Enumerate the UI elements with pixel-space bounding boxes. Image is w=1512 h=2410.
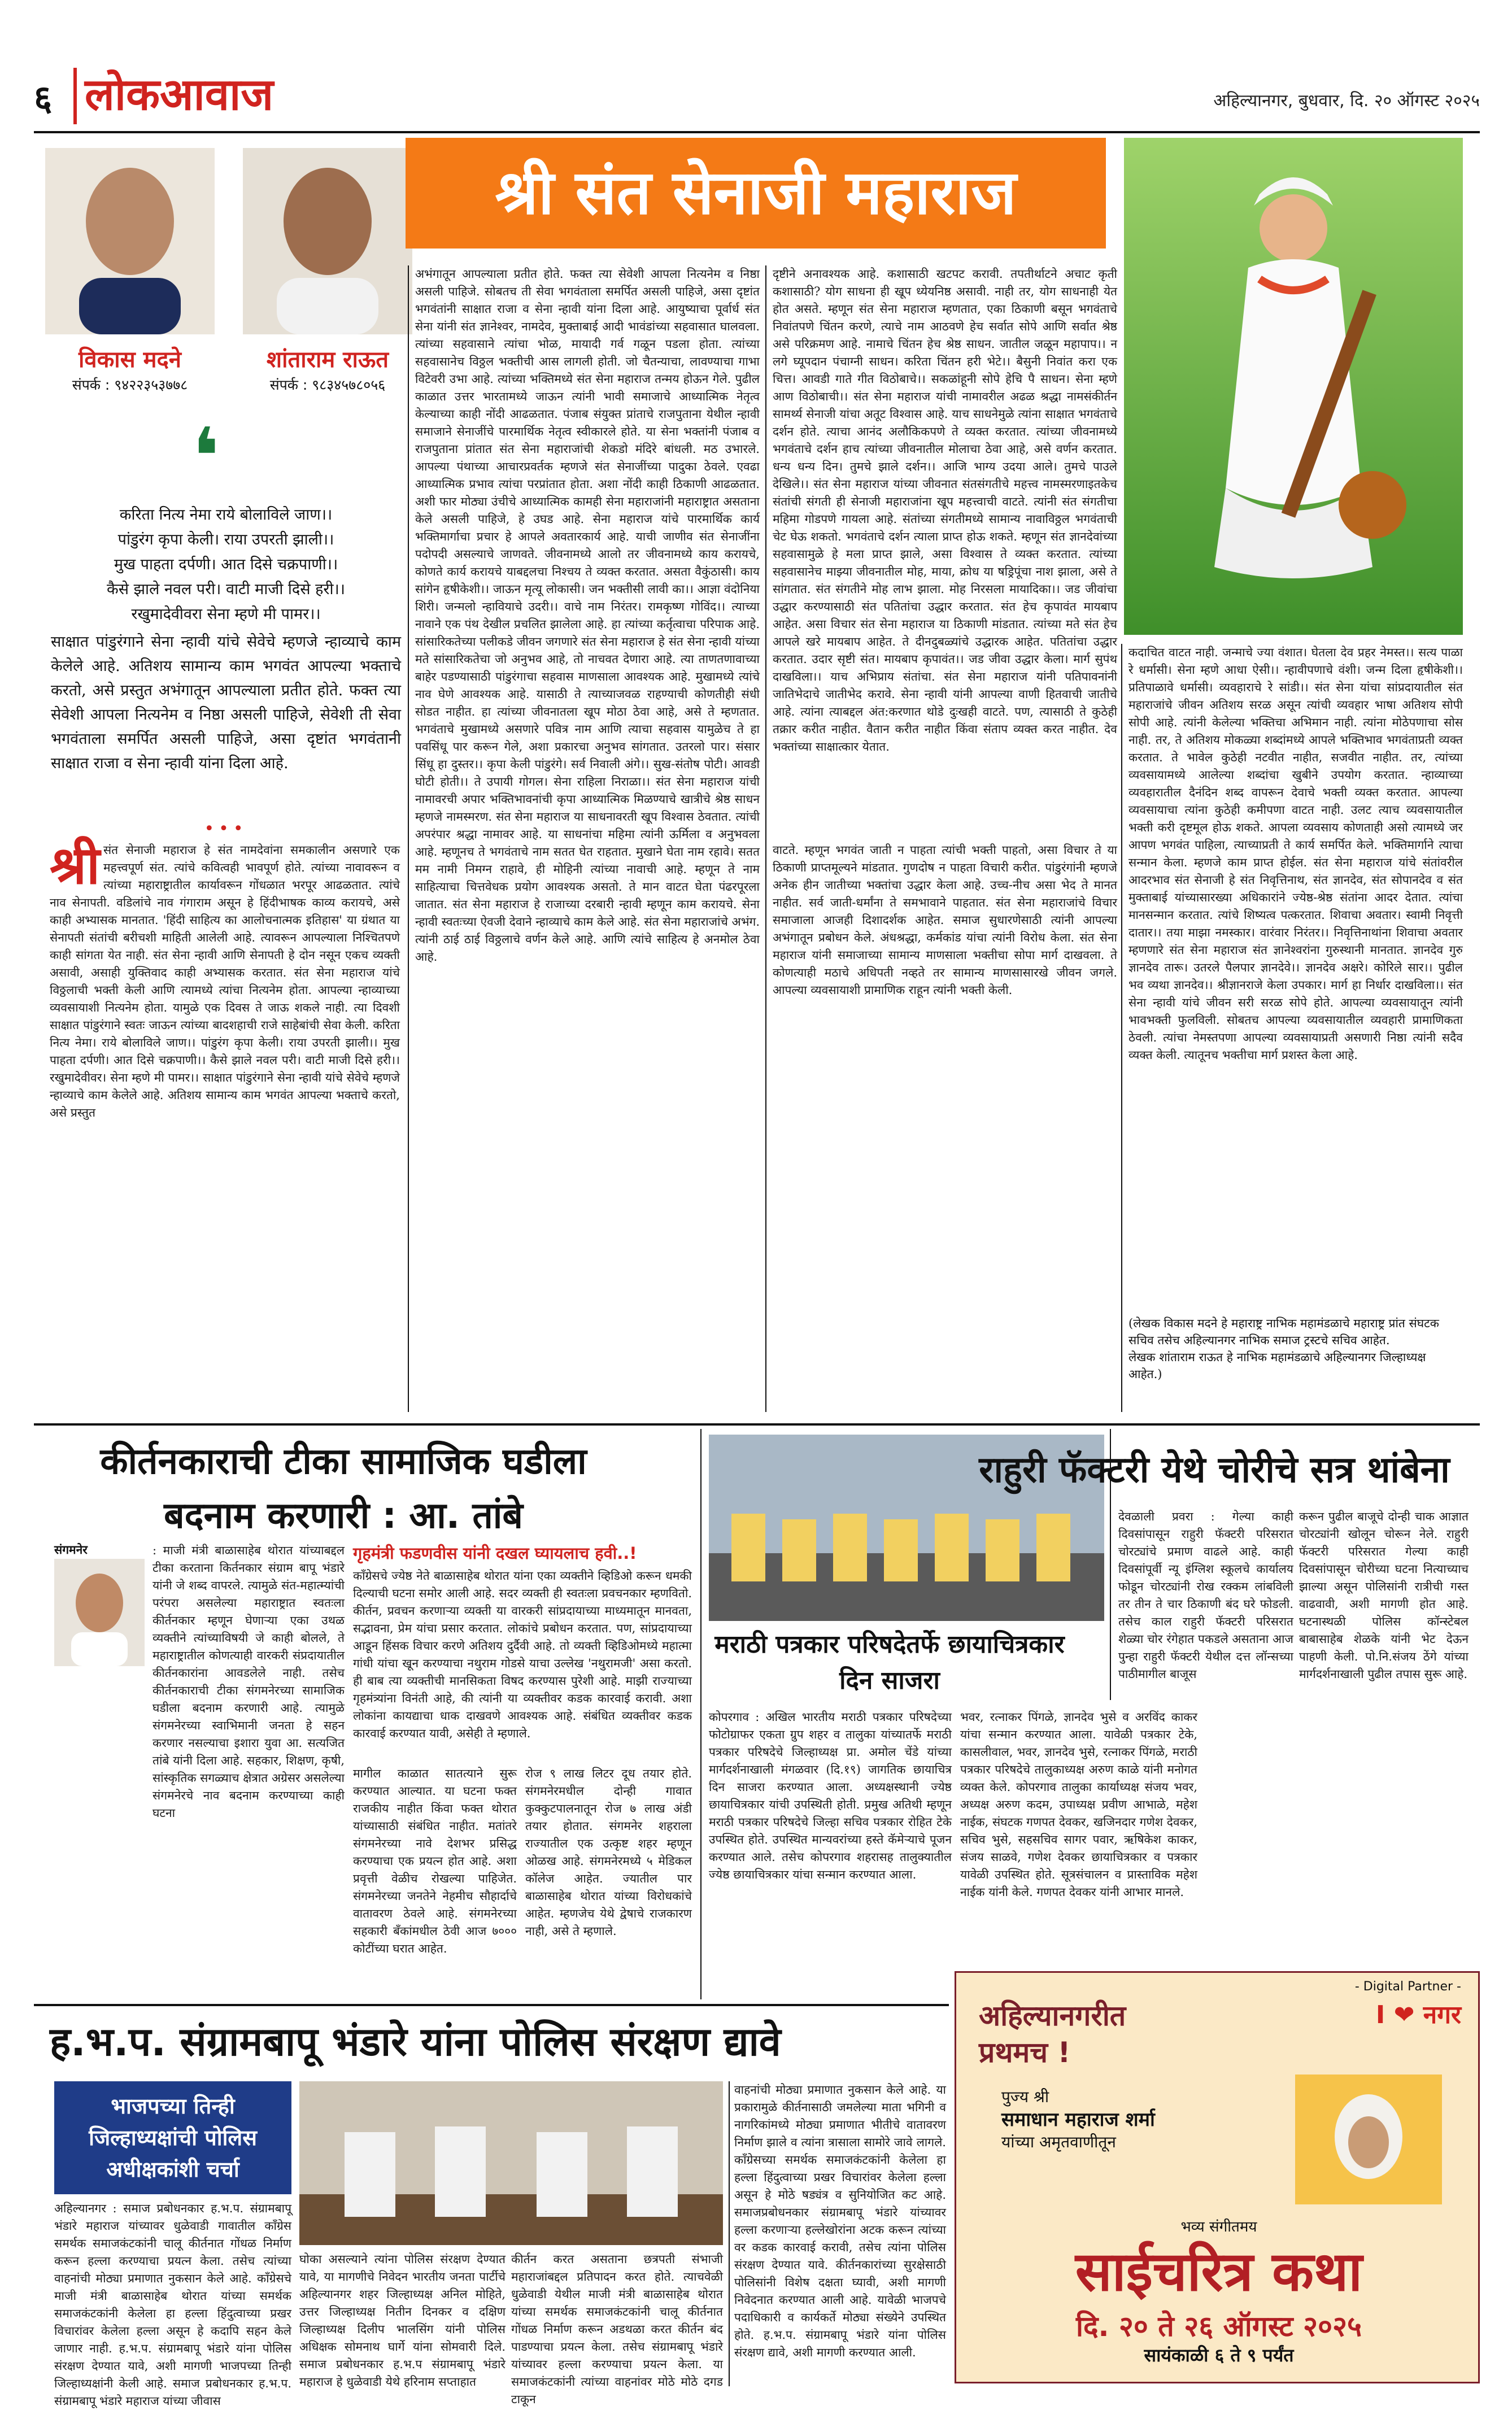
ad-tagline-2: प्रथमच ! — [979, 2036, 1071, 2069]
bhandare-col3: कीर्तन करत असताना छत्रपती संभाजी महाराजांबद्दल प्रतिपादन करत होते. त्याचवेळी धुळेवाडी येथील माजी मंत्री बाळासाहेब थोरात यांच्या समर्थक समाजकंटकांनी चालू कीर्तनात गोंधळ निर्माण करून अडथळा करत कीर्तन बंद पाडण्याचा प्रयत्न केला. तसेच संग्रामबापू भंडारे यांच्यावर हल्ला करण्याचा प्रयत्न केला. या समाजकंटकांनी त्यांच्या वाहनांवर मोठे मोठे दगड टाकून — [511, 2252, 723, 2406]
bhandare-col1: अहिल्यानगर : समाज प्रबोधनकार ह.भ.प. संग्रामबापू भंडारे महाराज यांच्यावर धुळेवाडी गावातील काँग्रेस समर्थक समाजकंटकांनी चालू कीर्तनात गोंधळ निर्माण करून हल्ला करण्याचा प्रयत्न केला. तसेच त्यांच्या वाहनांची मोठ्या प्रमाणात नुकसान केले आहे. काँग्रेसचे माजी मंत्री बाळासाहेब थोरात यांच्या समर्थक समाजकंटकांनी केलेला हा हल्ला हिंदुत्वाच्या प्रखर विचारांवर केलेला हल्ला असून हे कदापि सहन केले जाणार नाही. ह.भ.प. संग्रामबापू भंडारे यांना पोलिस संरक्षण देण्यात यावे, अशी मागणी भाजपच्या तिन्ही जिल्हाध्यक्षांनी केली आहे. समाज प्रबोधनकार ह.भ.प. संग्रामबापू भंडारे महाराज यांच्या जीवास — [54, 2202, 291, 2408]
bhandare-col2: घोका असल्याने त्यांना पोलिस संरक्षण देण्यात यावे, या मागणीचे निवेदन भारतीय जनता पार्टीचे अहिल्यानगर शहर जिल्हाध्यक्ष अनिल मोहिते, उत्तर जिल्हाध्यक्ष नितीन दिनकर व दक्षिण जिल्हाध्यक्ष दिलीप भालसिंग यांनी पोलिस अधिक्षक सोमनाथ घार्गे यांना सोमवारी दिले. समाज प्रबोधनकार ह.भ.प संग्रामबापू भंडारे महाराज हे धुळेवाडी येथे हरिनाम सप्ताहात — [299, 2252, 506, 2389]
ad-speaker — [1001, 2086, 1155, 2154]
masthead — [34, 68, 1480, 130]
sidebar-article — [1128, 644, 1463, 1412]
ad-dates: दि. २० ते २६ ऑगस्ट २०२५ — [1076, 2310, 1362, 2343]
column-rule — [1121, 644, 1122, 1412]
author-name-shantaram: शांताराम राऊत — [266, 347, 389, 373]
column-rule — [729, 2081, 730, 2386]
page-number: ६ — [34, 77, 53, 119]
journalist-headline: मराठी पत्रकार परिषदेतर्फे छायाचित्रकार दिन साजरा — [714, 1630, 1065, 1695]
bhandare-sidebar-title: भाजपच्या तिन्ही जिल्हाध्यक्षांची पोलिस अधीक्षकांशी चर्चा — [89, 2094, 257, 2182]
article-main-col4: वाटते. म्हणून भगवंत जाती न पाहता त्यांची भक्ती पाहतो, असा विचार ते या ठिकाणी प्राप्तमूल्यने मांडतात. गुणदोष न पाहता विचारी करीत. पांडुरंगांनी म्हणजे अनेक हीन जातीच्या भक्तांचा उद्धार केला आहे. उच्च-नीच असा भेद ते मानत नाहीत. सर्व जाती-धर्मांना ते समभावाने पाहतात. संत सेना महाराजांचे विचार समाजाला आजही दिशादर्शक आहेत. समाज सुधारणेसाठी त्यांनी आपल्या अभंगातून प्रबोधन केले. अंधश्रद्धा, कर्मकांड यांचा त्यांनी विरोध केला. संत सेना महाराज यांनी समाजाच्या सामान्य माणसाला भक्तीचा सोपा मार्ग दाखवला. ते कोणत्याही मठाचे अधिपती नव्हते तर सामान्य माणसासारखे जीवन जगले. आपल्या व्यवसायाशी प्रामाणिक राहून त्यांनी भक्ती केली. — [773, 843, 1117, 997]
main-headline-banner — [406, 138, 1106, 249]
ad-event-intro: भव्य संगीतमय — [1180, 2219, 1257, 2235]
poem-explanation: साक्षात पांडुरंगाने सेना न्हावी यांचे सेवेचे म्हणजे न्हाव्याचे काम केलेले आहे. अतिशय सामान्य काम भगवंत आपल्या भक्ताचे करतो, असे प्रस्तुत अभंगातून आपल्याला प्रतीत होते. फक्त त्या सेवेशी आपला नित्यनेम व निष्ठा असली पाहिजे, सेवेशी ती सेवा भगवंताला समर्पित असली पाहिजे, असा दृष्टांत भगवंतानी साक्षात राजा व सेना न्हावी यांना दिला आहे. — [51, 633, 401, 772]
ad-speaker-line-2: समाधान महाराज शर्मा — [1001, 2108, 1155, 2131]
poem-block — [51, 503, 401, 627]
kirtan-col1: : माजी मंत्री बाळासाहेब थोरात यांच्याबद्दल टीका करताना किर्तनकार संग्राम बापू भंडारे यांनी जे शब्द वापरले. त्यामुळे संत-महात्म्यांची परंपरा असलेल्या महाराष्ट्रात स्वतःला कीर्तनकार म्हणून घेणाऱ्या एका उथळ व्यक्तीने त्यांच्याविषयी जे काही बोलले, ते महाराष्ट्रातील कोणत्याही वारकरी संप्रदायातील कीर्तनकारांना आवडलेले नाही. तसेच कीर्तनकाराची टीका संगमनेरच्या सामाजिक घडीला बदनाम करणारी आहे. त्यामुळे संगमनेरच्या स्वाभिमानी जनता हे सहन करणार नसल्याचा इशारा युवा आ. सत्यजित तांबे यांनी दिला आहे. सहकार, शिक्षण, कृषी, सांस्कृतिक सगळ्याच क्षेत्रात अग्रेसर असलेल्या संगमनेरचे नाव बदनाम करण्याच्या काही घटना — [152, 1544, 345, 1820]
bhandare-col4: वाहनांची मोठ्या प्रमाणात नुकसान केले आहे. या प्रकारामुळे कीर्तनासाठी जमलेल्या माता भगिनी व नागरिकांमध्ये मोठ्या प्रमाणात भीतीचे वातावरण निर्माण झाले व त्यांना त्रासाला सामोरे जावे लागले. काँग्रेसच्या समर्थक समाजकंटकांनी केलेला हा हल्ला हिंदुत्वाच्या प्रखर विचारांवर केलेला हल्ला असून हे मोठे षड्यंत्र व सुनियोजित कट आहे. समाजप्रबोधनकार संग्रामबापू भंडारे यांच्यावर हल्ला करणाऱ्या हल्लेखोरांना अटक करून त्यांच्या वर कडक कारवाई करावी, तसेच त्यांना पोलिस संरक्षण देण्यात यावे. कीर्तनकारांच्या सुरक्षेसाठी पोलिसांनी विशेष दक्षता घ्यावी, अशी मागणी निवेदनात करण्यात आली आहे. यावेळी भाजपचे पदाधिकारी व कार्यकर्ते मोठ्या संख्येने उपस्थित होते. ह.भ.प. संग्रामबापू भंडारे यांना पोलिस संरक्षण द्यावे, अशी मागणी करण्यात आली. — [734, 2083, 946, 2359]
author-name-vikas: विकास मदने — [78, 347, 181, 373]
section-rule — [34, 1423, 1480, 1426]
drop-cap: श्री — [50, 835, 100, 896]
ad-tagline-1: अहिल्यानगरीत — [979, 1999, 1126, 2032]
ad-speaker-line-1: पुज्य श्री — [1001, 2087, 1049, 2106]
masthead-rule — [34, 131, 1480, 133]
ad-digital-partner: - Digital Partner - — [1354, 1980, 1461, 1994]
poem-line: कैसे झाले नवल परी। वाटी माजी दिसे हरी।। — [107, 581, 345, 598]
kirtan-col2b: मागील काळात सातत्याने सुरू करण्यात आल्यात. या घटना फक्त राजकीय नाहीत किंवा फक्त थोरात यांच्यासाठी संबंधित नाहीत. मतांतरे संगमनेरच्या नावे देशभर प्रसिद्ध करण्याचा एक प्रयत्न होत आहे. अशा प्रवृत्ती वेळीच रोखल्या पाहिजेत. संगमनेरच्या जनतेने नेहमीच सौहार्दाचे वातावरण ठेवले आहे. संगमनेरच्या सहकारी बँकांमधील ठेवी आज ७००० कोटींच्या घरात आहेत. — [353, 1767, 517, 1955]
ad-time: सायंकाळी ६ ते ९ पर्यंत — [1144, 2344, 1294, 2366]
section-rule — [34, 2004, 949, 2006]
column-rule — [408, 265, 409, 1412]
kirtan-col3: रोज ९ लाख लिटर दूध तयार होते. संगमनेरमधील दोन्ही गावात कुक्कुटपालनातून रोज ७ लाख अंडी तयार होतात. संगमनेर शहराला राज्यातील एक उत्कृष्ट शहर म्हणून ओळख आहे. संगमनेरमध्ये ५ मेडिकल कॉलेज आहेत. ज्यातील पार बाळासाहेब थोरात यांच्या विरोधकांचे आहेत. म्हणजेच येथे द्वेषाचे राजकारण नाही, असे ते म्हणाले. — [525, 1767, 692, 1938]
journalist-col2: भवर, रत्नाकर पिंगळे, ज्ञानदेव भुसे व अरविंद काकर यांचा सन्मान करण्यात आला. यावेळी पत्रकार टेके, कासलीवाल, भवर, ज्ञानदेव भुसे, रत्नाकर पिंगळे, मराठी पत्रकार परिषदेचे तालुकाध्यक्ष अरुण काळे यांनी मनोगत व्यक्त केले. कोपरगाव तालुका कार्याध्यक्ष संजय भवर, अध्यक्ष अरुण कदम, उपाध्यक्ष प्रवीण आभाळे, महेश नाईक, संघटक गणपत देवकर, खजिनदार गणेश देवकर, सचिव भुसे, सहसचिव सागर पवार, ऋषिकेश काकर, संजय साळवे, गणेश देवकर छायाचित्रकार व पत्रकार यावेळी उपस्थित होते. सूत्रसंचालन व प्रास्ताविक महेश नाईक यांनी केले. गणपत देवकर यांनी आभार मानले. — [960, 1710, 1197, 1899]
main-headline: श्री संत सेनाजी महाराज — [495, 158, 1017, 228]
sai-baba-image — [1295, 2075, 1442, 2204]
ad-partner-logo: I ❤ नगर — [1375, 2001, 1461, 2029]
article-main-col2: अभंगातून आपल्याला प्रतीत होते. फक्त त्या सेवेशी आपला नित्यनेम व निष्ठा असली पाहिजे. सोबतच ती सेवा भगवंताला समर्पित असली पाहिजे, असा दृष्टांत भगवंतांनी साक्षात राजा व सेना न्हावी यांना दिला आहे. आयुष्याचा पूर्वार्ध संत सेना यांनी संत ज्ञानेश्वर, नामदेव, मुक्ताबाई आदी भावंडांच्या सहवासात घालवला. त्यांच्या सहवासाने त्यांचा भोळ, मायादी गर्व गळून पडला होता. त्यांच्या सहवासानेच विठ्ठल भक्तीची आस लागली होती. जो चैतन्याचा, लावण्याचा गाभा विटेवरी उभा आहे. त्यांच्या भक्तिमध्ये संत सेना महाराज तन्मय होऊन गेले. पुढील काळात उत्तर भारतामध्ये जाऊन त्यांनी भावी समाजाचे आध्यात्मिक नेतृत्व केल्याच्या काही नोंदी आढळतात. पंजाब संयुक्त प्रांताचे राजपुताना येथील न्हावी समाजाने सेनाजींचे पारमार्थिक नेतृत्व स्वीकारले होते. या सेना भक्तांनी पंजाब व राजपुताना प्रांतात संत सेना महाराजांची शेकडो मंदिरे बांधली. मठ उभारले. आपल्या पंथाच्या आचारप्रवर्तक म्हणजे संत सेनाजींच्या पादुका ठेवले. एवढा आध्यात्मिक प्रभाव त्यांचा परप्रांतात होता. अशा नोंदी काही ठिकाणी आढळतात. अशी फार मोठ्या उंचीचे आध्यात्मिक कामही सेना महाराजांनी महाराष्ट्रात असताना केले असली पाहिजे, हे उघड आहे. सेना महाराज यांचे पारमार्थिक कार्य भक्तिमार्गाचा प्रचार हे आपले अवतारकार्य आहे. याची जाणीव संत सेनाजींना पदोपदी असल्याचे जाणवते. जीवनामध्ये आलो तर जीवनामध्ये काय करायचे, कोणते कार्य करायचे याबद्दलचा निश्चय ते व्यक्त करतात. असता वैकुंठासी। काय सांगेन हृषीकेशी।। जाऊन मृत्यू लोकासी। जन भक्तीसी लावी का।। आज्ञा वंदोनिया शिरी। जन्मलो न्हावियाचे उदरी।। वाचे नाम निरंतर। रामकृष्ण गोविंद।। त्याच्या नावाने एक पंथ देखील प्रचलित झालेला आहे. हा त्यांच्या कर्तृत्वाचा परिपाक आहे. सांसारिकतेच्या पलीकडे जीवन जगणारे संत सेना महाराज हे संत सेना न्हावी यांच्या मते सांसारिकतेचा जो अनुभव आहे, तो नाचवत देणारा आहे. त्या ताणतणावाच्या बाहेर पडण्यासाठी पांडुरंगाचा सहवास माणसाला आवश्यक आहे. मुखामध्ये त्यांचे नाव घेणे आवश्यक आहे. यासाठी ते त्याच्याजवळ राहण्याची कोणतीही संधी सोडत नाहीत. हा त्यांच्या जीवनातला खूप मोठा ठेवा आहे, असे ते म्हणतात. भगवंताचे मुखामध्ये असणारे पवित्र नाम आणि त्याचा सहवास यामुळेच ते हा पवसिंधू पार करून गेले, अशा प्रकारचा अनुभव सांगतात. उतरलो पार। संसार सिंधू हा दुस्तर।। कृपा केली पांडुरंगे। सर्व निवाली अंगे।। सुख-संतोष पोटी। आवडी घोटी होती।। ते उपायी गोगल। सेना राहिला निराळा।। संत सेना महाराज यांची नामावरची अपार भक्तिभावनांची कृपा आध्यात्मिक मिळण्याचे खात्रीचे श्रेष्ठ साधन म्हणजे नामस्मरण. संत सेना महाराज या साधनावरती खूप विश्वास ठेवतात. त्यांची अपरंपार श्रद्धा नामावर आहे. या साधनांचा महिमा त्यांनी ऊर्मिला व अनुभवला आहे. म्हणूनच ते भगवंताचे नाम सतत घेत राहतात. मुखाने घेता नाम रहावे। सतत मम नामी निमग्न राहावे, ही मोहिनी त्यांच्या नावाची आहे. म्हणून ते नाम साहित्याचा चित्तवेधक प्रयोग आवश्यक असतो. ते मान वाटत घेता पंढरपूरला जातात. संत सेना महाराज हे राजाच्या दरबारी न्हावी म्हणून काम करायचे. सेना न्हावी स्वतःच्या ऐवजी देवाने न्हाव्याचे काम केले आहे. संत सेना महाराजांचे अभंग. त्यांनी ठाई ठाई विठ्ठलाचे वर्णन केले आहे. आणि त्यांचे साहित्य हे अनमोल ठेवा आहे. — [415, 267, 760, 964]
poem-line: मुख पाहता दर्पणी। आत दिसे चक्रपाणी।। — [114, 556, 338, 573]
column-rule — [700, 1429, 701, 1999]
article-main-col1 — [50, 835, 400, 1412]
sidebar-note-2: लेखक शांताराम राऊत हे नाभिक महामंडळाचे अहिल्यानगर जिल्हाध्यक्ष आहेत.) — [1128, 1350, 1426, 1381]
poem-line: पांडुरंग कृपा केली। राया उपरती झाली।। — [117, 531, 334, 548]
quote-mark-icon: ❛ — [192, 411, 220, 503]
rahuri-col3: करून पुढील बाजूचे दोन्ही चाक आज्ञात चोरट्यांनी खोलून चोरून नेले. राहुरी फॅक्टरी परिसरात गेल्या काही दिवसांपासून चोरीच्या घटना नित्याच्याच झाल्या असून पोलिसांनी रात्रीची गस्त वाढवावी, अशी मागणी होत आहे. घटनास्थळी पोलिस कॉन्स्टेबल बाबासाहेब शेळके यांनी भेट देऊन पाहणी केली. पो.नि.संजय ठेंगे यांच्या मार्गदर्शनाखाली पुढील तपास सुरू आहे. — [1299, 1510, 1469, 1681]
kirtan-mla-photo — [54, 1559, 145, 1666]
masthead-logo: लोकआवाज — [85, 69, 274, 120]
sidebar-article-text: कदाचित वाटत नाही. जन्माचे ज्या वंशात। घेतला देव प्रहर नेमस्त।। सत्य पाळा रे धर्मासी। सेना म्हणे आधा ऐसी।। न्हावीपणाचे वंशी। जन्म दिला हृषीकेशी।। प्रतिपाळावे धर्मासी। व्यवहाराचे रे सांडी।। संत सेना यांचा सांप्रदायातील संत महाराजांचे जीवन अतिशय सरळ असून त्यांची व्यवहार भाषा अतिशय सोपी सोपी आहे. त्यांनी केलेल्या भक्तिचा अभिमान नाही. त्यांना मोठेपणाचा सोस नाही. तर, ते अतिशय मोकळ्या शब्दांमध्ये आपले भक्तिभाव भगवंताप्रती व्यक्त करतात. ते भावेल कुठेही नटवीत नाहीत, सजवीत नाहीत. तर, त्यांच्या व्यवसायामध्ये आलेल्या शब्दांचा खुबीने उपयोग करतात. न्हाव्याच्या व्यवहारातील दैनंदिन शब्द वापरून देवाचे भक्ती व्यक्त करतात. आपल्या व्यवसायाचा त्यांना कुठेही कमीपणा वाटत नाही. उलट त्याच व्यवसायातील भक्ती करी दृष्टमूल होऊ शकते. आपला व्यवसाय कोणताही असो त्यामध्ये जर आपण भगवंत पाहिला, त्याच्याप्रती ते कार्य समर्पित केले. भक्तिमार्गाने त्याचा सन्मान केला. म्हणजे काम प्राप्त होईल. संत सेना महाराज यांचे संतांवरील आदरभाव संत सेनाजी हे संत निवृत्तिनाथ, संत ज्ञानदेव, संत सोपानदेव व संत मुक्ताबाई यांच्यासारख्या अधिकारांने ज्येष्ठ-श्रेष्ठ संतांना आदर देतात. त्यांचा मानसन्मान करतात. त्यांचे शिष्यत्व पत्करतात. शिवाचा अवतार। स्वामी निवृत्ती दातार।। तया माझा नमस्कार। वारंवार निरंतर।। निवृत्तिनाथांना शिवाचा अवतार म्हणणारे संत सेना महाराज संत ज्ञानेश्वरांना गुरुस्थानी मानतात. ज्ञानदेव गुरु ज्ञानदेव तारू। उतरले पैलपार ज्ञानदेवे।। ज्ञानदेव अक्षरे। कोरिले सार।। पुढील भव व्यथा ज्ञानदेव।। श्रीज्ञानराजे केला उपकार। मार्ग हा निर्धार दाखविला।। संत सेना न्हावी यांचे जीवन सरी सरळ सोपे होते. आपल्या व्यवसायातून त्यांनी भावभक्ती फुलविली. सोबतच आपल्या व्यवसायातील व्यवहारी प्रामाणिकता ठेवली. त्यांचा नेमस्तपणा आपल्या व्यवसायाप्रती असणारी निष्ठा त्यांनी सदैव व्यक्त केली. त्यातूनच भक्तीचा मार्ग प्रशस्त केला आहे. — [1128, 646, 1463, 1062]
kirtan-headline: कीर्तनकाराची टीका सामाजिक घडीला बदनाम करणारी : आ. तांबे — [100, 1441, 587, 1537]
rahuri-headline: राहुरी फॅक्टरी येथे चोरीचे सत्र थांबेना — [979, 1449, 1450, 1491]
bhandare-sidebar-box — [54, 2081, 291, 2194]
masthead-logo-box — [73, 68, 339, 124]
ad-speaker-line-3: यांच्या अमृतवाणीतून — [1001, 2133, 1116, 2151]
journalist-col1: कोपरगाव : अखिल भारतीय मराठी पत्रकार परिषदेच्या फोटोग्राफर एकता ग्रुप शहर व तालुका यांच्यातर्फे मराठी पत्रकार परिषदेचे जिल्हाध्यक्ष प्रा. अमोल चेंडे यांच्या मार्गदर्शनाखाली मंगळवार (दि.१९) जागतिक छायाचित्र दिन साजरा करण्यात आला. अध्यक्षस्थानी ज्येष्ठ छायाचित्रकार यांची उपस्थिती होती. प्रमुख अतिथी म्हणून मराठी पत्रकार परिषदेचे जिल्हा सचिव पत्रकार रोहित टेके उपस्थित होते. उपस्थित मान्यवरांच्या हस्ते कॅमेऱ्याचे पूजन करण्यात आले. तसेच कोपरगाव शहरासह तालुक्यातील ज्येष्ठ छायाचित्रकार यांचा सन्मान करण्यात आला. — [709, 1710, 952, 1881]
poem-line: करिता नित्य नेमा राये बोलाविले जाण।। — [119, 506, 333, 524]
sidebar-note-1: (लेखक विकास मदने हे महाराष्ट्र नाभिक महामंडळाचे महाराष्ट्र प्रांत संघटक सचिव तसेच अहिल्यानगर नाभिक समाज ट्रस्टचे सचिव आहेत. — [1128, 1317, 1439, 1347]
saint-illustration — [1124, 138, 1463, 635]
article-main-col3: दृष्टीने अनावश्यक आहे. कशासाठी खटपट करावी. तपतीर्थाटने अचाट कृती कशासाठी? योग साधना ही खूप ध्येयनिष्ठ असावी. नाही तर, योग साधनाही येत होत असते. म्हणून संत सेना महाराज म्हणतात, एका ठिकाणी बसून भगवंताचे निवांतपणे चिंतन करणे, त्याचे नाम आठवणे हेच सर्वात सोपे आणि सर्वात श्रेष्ठ असे परिक्रमण आहे. नामाचे चिंतन हेच श्रेष्ठ साधन. जातील जळून महापाप।। न लगे घ्यूपदान पंचाग्नी साधन। करिता चिंतन हरी भेटे।। बैसुनी निवांत करा एक चित्त। आवडी गाते गीत विठोबाचे।। सकळांहूनी सोपे हेचि पै साधन। सेना म्हणे आण विठोबाची।। संत सेना महाराज यांची नामावरील अढळ श्रद्धा नामसंकीर्तन सामर्थ्य सेनाजी यांचा अतूट विश्वास आहे. याच साधनेमुळे त्यांना साक्षात भगवंताचे दर्शन होते. त्याचा आनंद अलौकिकपणे ते व्यक्त करतात. त्यांच्या जीवनामध्ये भगवंताचे दर्शन हाच त्यांच्या जीवनातील मोलाचा ठेवा आहे, असे वर्णन करतात. धन्य धन्य दिन। तुमचे झाले दर्शन।। आजि भाग्य उदया आले। तुमचे पाउले देखिले।। संत सेना महाराज यांच्या जीवनात संतसंगतीचे महत्त्व नामस्मरणाइतकेच संतांची संगती ही सेनाजी महाराजांना खूप महत्त्वाची वाटते. त्यांनी संत संगतीचा महिमा गोडपणे गायला आहे. संतांच्या संगतीमध्ये सामान्य नावाविठ्ठल भगवंताची चेट घेऊ शकतो. भगवंताचे दर्शन त्याला प्राप्त होऊ शकते. म्हणून संत ज्ञानदेवांच्या सहवासामुळे हे मला प्राप्त झाले, असा विश्वास ते व्यक्त करतात. त्यांच्या सहवासानेच माझ्या जीवनातील मोह, माया, क्रोध या षड्रिपूंचा नाश झाला, असे ते सांगतात. संत संगतीने मोह लाभ झाला. मोह निरसला मायादिका।। जड जीवांचा उद्धार करण्यासाठी संत पतितांचा उद्धार करतात. संत हेच कृपावंत मायबाप आहेत. असा विचार संत सेना महाराज या ठिकाणी मांडतात. त्यांच्या मते संत हेच आपले खरे मायबाप आहेत. ते दीनदुबळ्यांचे उद्धारक आहेत. पतितांचा उद्धार करतात. उदार सृष्टी संत। मायबाप कृपावंत।। जड जीवा उद्धार केला। मार्ग सुपंथ दाखविला।। याच अभिप्राय संतांचा. संत सेना महाराज यांनी पतिपावनांनी जातिभेदाचे जातीभेद करावे. सेना न्हावी यांनी आपल्या वाणी हितवाची जातीचे आहे. त्यांना त्याबद्दल अंत:करणात थोडे दुःखही वाटते. पण, त्यासाठी ते कुठेही तक्रार करीत नाहीत. वैतान करीत नाहीत किंवा संताप व्यक्त करत नाहीत. देव भक्तांच्या साक्षात्कार येतात. — [773, 267, 1117, 753]
sai-katha-ad — [955, 1971, 1480, 2383]
column-rule — [765, 265, 766, 1412]
author-photo-shantaram — [243, 148, 412, 334]
author-contact-shantaram: संपर्क : ९८३४५७८०५६ — [269, 377, 386, 393]
kirtan-dateline: संगमनेर — [54, 1542, 88, 1557]
bhandare-meeting-photo — [299, 2081, 723, 2245]
kirtan-subhead: गृहमंत्री फडणवीस यांनी दखल घ्यायलाच हवी..! — [353, 1544, 637, 1563]
bhandare-headline: ह.भ.प. संग्रामबापू भंडारे यांना पोलिस संरक्षण द्यावे — [50, 2019, 781, 2065]
masthead-dateline: अहिल्यानगर, बुधवार, दि. २० ऑगस्ट २०२५ — [1213, 91, 1480, 111]
rahuri-col1: देवळाली प्रवरा : गेल्या काही दिवसांपासून राहुरी फॅक्टरी परिसरात चोरट्यांचे प्रमाण वाढले आहे. काही दिवसांपूर्वी न्यू इंग्लिश स्कूलचे कार्यालय फोडून चोरट्यांनी रोख रक्कम लांबविली तर तीन ते चार ठिकाणी बंद घरे फोडली. तसेच काल राहुरी फॅक्टरी परिसरात शेळ्या चोर रंगेहात पकडले असताना आज पुन्हा राहुरी फॅक्टरी येथील दत्त लॉन्सच्या पाठीमागील बाजूस — [1118, 1510, 1293, 1681]
kirtan-col2: काँग्रेसचे ज्येष्ठ नेते बाळासाहेब थोरात यांना एका व्यक्तीने व्हिडिओ करून धमकी दिल्याची घटना समोर आली आहे. सदर व्यक्ती ही स्वतःला प्रवचनकार म्हणवितो. कीर्तन, प्रवचन करणाऱ्या व्यक्ती या वारकरी सांप्रदायाच्या माध्यमातून मानवता, सद्भावना, प्रेम यांचा प्रसार करतात. लोकांचे प्रबोधन करतात. पण, सांप्रदायाच्या आडून हिंसक विचार करणे अतिशय दुर्दैवी आहे. तो व्यक्ती व्हिडिओमध्ये महात्मा गांधी यांचा खून करण्याचा नथुराम गोडसे याचा उल्लेख 'नथुरामजी' असा करतो. ही बाब त्या व्यक्तीची मानसिकता विषद करण्यास पुरेशी आहे. माझी राज्याच्या गृहमंत्र्यांना विनंती आहे, की त्यांनी या व्यक्तीवर कडक कारवाई करावी. अशा लोकांना कायद्याचा धाक दाखवणे आवश्यक आहे. संबंधित व्यक्तीवर कडक कारवाई करण्यात यावी, असेही ते म्हणाले. — [353, 1569, 692, 1740]
section-divider-dots: ••• — [204, 819, 248, 839]
author-photo-vikas — [45, 148, 215, 334]
author-contact-vikas: संपर्क : ९४२२३५३७७८ — [72, 377, 188, 393]
ad-event-title: साईचरित्र कथा — [1075, 2240, 1363, 2303]
author-block-2 — [232, 148, 424, 408]
article-main-col1-text: संत सेनाजी महाराज हे संत नामदेवांना समकालीन असणारे एक महत्त्वपूर्ण संत. त्यांचे कवित्वही भावपूर्ण होते. त्यांच्या नावावरून व त्यांच्या महाराष्ट्रातील कार्यावरून गोंधळात भरपूर आढळतात. त्यांचे नाव सेनापती. वडिलांचे नाव गंगाराम असून हे हिंदीभाषक काव्य करायचे, असे काही अभ्यासक मानतात. 'हिंदी साहित्य का आलोचनात्मक इतिहास' या ग्रंथात या सेनापती संतांची बरीचशी माहिती आलेली आहे. त्यावरून आपल्याला निश्चितपणे काही सांगता येत नाही. संत सेना न्हावी आणि सेनापती हे दोन नसून एकच व्यक्ती असावी, असाही युक्तिवाद काही अभ्यासक करतात. संत सेना महाराज यांचे विठ्ठलाची भक्ती केली आणि त्यामध्ये त्यांचा नित्यनेम होता. आपल्या न्हाव्याच्या व्यवसायाशी नित्यनेम होता. यामुळे एक दिवस ते जाऊ शकले नाही. त्या दिवशी साक्षात पांडुरंगाने स्वतः जाऊन त्यांच्या बादशहाची राजे साहेबांची सेवा केली. करिता नित्य नेमा। राये बोलाविले जाण।। पांडुरंग कृपा केली। राया उपरती झाली।। मुख पाहता दर्पणी। आत दिसे चक्रपाणी।। कैसे झाले नवल परी। वाटी माजी दिसे हरी।। रखुमादेवीवर। सेना म्हणे मी पामर।। साक्षात पांडुरंगाने सेना न्हावी यांचे सेवेचे म्हणजे न्हाव्याचे काम केलेले आहे. अतिशय सामान्य काम भगवंत आपल्या भक्ताचे करतो, असे प्रस्तुत — [50, 843, 400, 1119]
poem-line: रखुमादेवीवरा सेना म्हणे मी पामर।। — [131, 605, 321, 623]
author-block-1 — [34, 148, 226, 408]
